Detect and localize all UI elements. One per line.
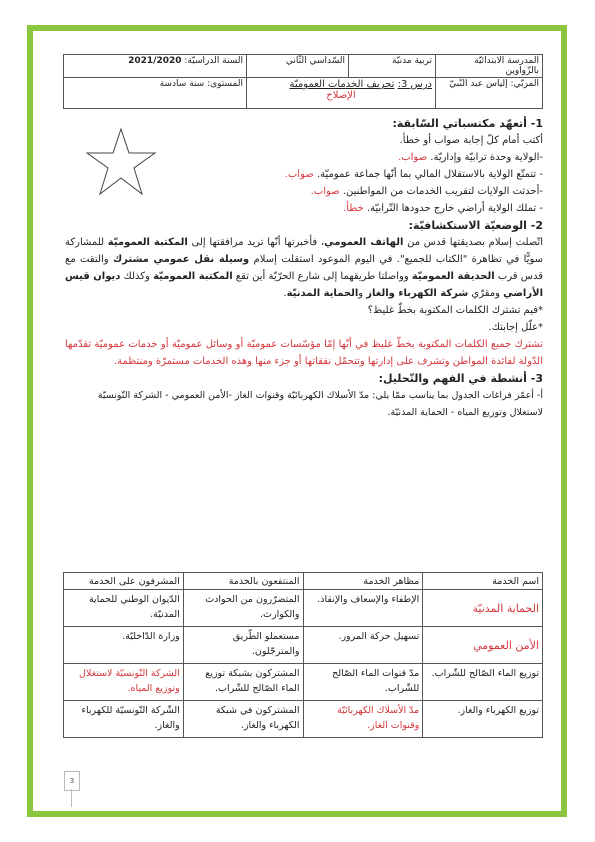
semester-label: السّداسي الثّاني [247,55,349,78]
school-year [64,55,247,78]
year-value: 2021/2020 [128,56,182,66]
table-cell: الإطفاء والإسعاف والإنقاذ. [303,590,423,627]
lesson-name: تحريف الخدمات العموميّة [289,79,395,90]
table-cell: المشتركون بشبكة توزيع الماء الصّالح للشّراب. [183,664,303,701]
table-cell: الحماية المدنيّة [423,590,543,627]
header-table [63,54,543,109]
teacher-name: المربّي: إلياس عبد النّبيّ [436,78,543,109]
page-number: 3 [64,771,80,791]
table-row [64,701,543,738]
question-2: *علّل إجابتك. [488,322,543,333]
situation-paragraph: اتّصلت إسلام بصديقتها قدس من الهاتف العمومي، فأخبرتها أنّها تريد مرافقتها إلى المكتبة العموميّة للمشاركة سويًّا في تظاهرة "الكتاب للجميع". في اليوم الموعود استقلت إسلام وسيلة نقل عمومي مشترك والتقت مع قدس قرب الحديقة العموميّة وواصلتا طريقهما إلى شارع الحرّيّة أين تقع المكتبة العموميّة وكذلك ديوان قيس الأراضي ومقرّي شركة الكهرباء والغاز والحماية المدنيّة. [65,237,543,299]
table-cell: مدّ الأسلاك الكهربائيّة وقنوات الغاز. [303,701,423,738]
table-cell: الدّيوان الوطني للحماية المدنيّة. [64,590,184,627]
table-cell: تسهيل حركة المرور. [303,627,423,664]
table-header: مظاهر الخدمة [303,573,423,590]
item-answer: صواب. [284,169,314,180]
section3-title: 3- أنشطة في الفهم والتّحليل: [378,372,543,385]
table-row [64,664,543,701]
subject-name: تربية مدنيّة [349,55,436,78]
table-cell: الأمن العمومي [423,627,543,664]
table-cell: المتضرّرون من الحوادث والكوارث. [183,590,303,627]
table-cell: الشّركة التّونسيّة للكهرباء والغاز. [64,701,184,738]
section2-title: 2- الوضعيّة الاستكشافيّة: [408,219,543,232]
table-cell: المشتركون في شبكة الكهرباء والغاز. [183,701,303,738]
section1-item: -أحدثت الولايات لتقريب الخدمات من المواطنين. صواب. [310,186,543,197]
lesson-content [65,115,543,421]
table-cell: الشركة التّونسيّة لاستغلال وتوزيع المياه. [64,664,184,701]
correction-label: الإصلاح [326,90,356,101]
table-header-row [64,573,543,590]
table-cell: مستعملو الطّريق والمترجّلون. [183,627,303,664]
item-answer: صواب. [398,152,428,163]
section1-item: - تملك الولاية أراضي خارج حدودها التّرابيّة. خطأ. [343,203,543,214]
question-1: *فيم تشترك الكلمات المكتوبة بخطّ غليظ؟ [367,305,543,316]
page-frame [27,25,567,817]
table-cell: وزارة الدّاخليّة. [64,627,184,664]
item-answer: خطأ. [343,203,364,214]
level-label: المستوى: سنة سادسة [64,78,247,109]
lesson-prefix: درس 3: [397,79,432,90]
answer-paragraph: تشترك جميع الكلمات المكتوبة بخطّ غليظ في أنّها إمّا مؤسّسات عموميّة أو وسائل عموميّة أو خدمات عموميّة تقدّمها الدّولة لفائدة المواطن وتشرف على إدارتها وتتحمّل نفقاتها أو جزء منها وهذه الخدمات مستمرّة ومنتظمة. [65,339,543,367]
year-label: السنة الدراسيّة: [184,56,243,66]
table-header: اسم الخدمة [423,573,543,590]
section3-instruction: أ- أعمّر فراغات الجدول بما يناسب ممّا يلي: مدّ الأسلاك الكهربائيّة وقنوات الغاز -الأمن العمومي - الشركة التّونسيّة لاستغلال وتوزيع المياه - الحماية المدنيّة. [97,390,543,418]
section1-item: -الولاية وحدة ترابيّة وإداريّة. صواب. [398,152,543,163]
table-row [64,590,543,627]
section1-instruction: أكتب أمام كلّ إجابة صواب أو خطأ. [399,135,543,146]
section1-title: 1- أتعهّد مكتسباتي السّابقة: [392,117,543,130]
lesson-title [247,78,436,109]
page-number-line [71,789,72,807]
item-answer: صواب. [310,186,340,197]
services-table [63,572,543,738]
school-name: المدرسة الابتدائيّة بالزّواوين [436,55,543,78]
table-cell: مدّ قنوات الماء الصّالح للشّراب. [303,664,423,701]
table-row [64,627,543,664]
table-header: المشرفون على الخدمة [64,573,184,590]
table-cell: توزيع الكهرباء والغاز. [423,701,543,738]
table-header: المنتفعون بالخدمة [183,573,303,590]
table-cell: توزيع الماء الصّالح للشّراب. [423,664,543,701]
section1-item: - تتمتّع الولاية بالاستقلال المالي بما أنّها جماعة عموميّة. صواب. [284,169,543,180]
